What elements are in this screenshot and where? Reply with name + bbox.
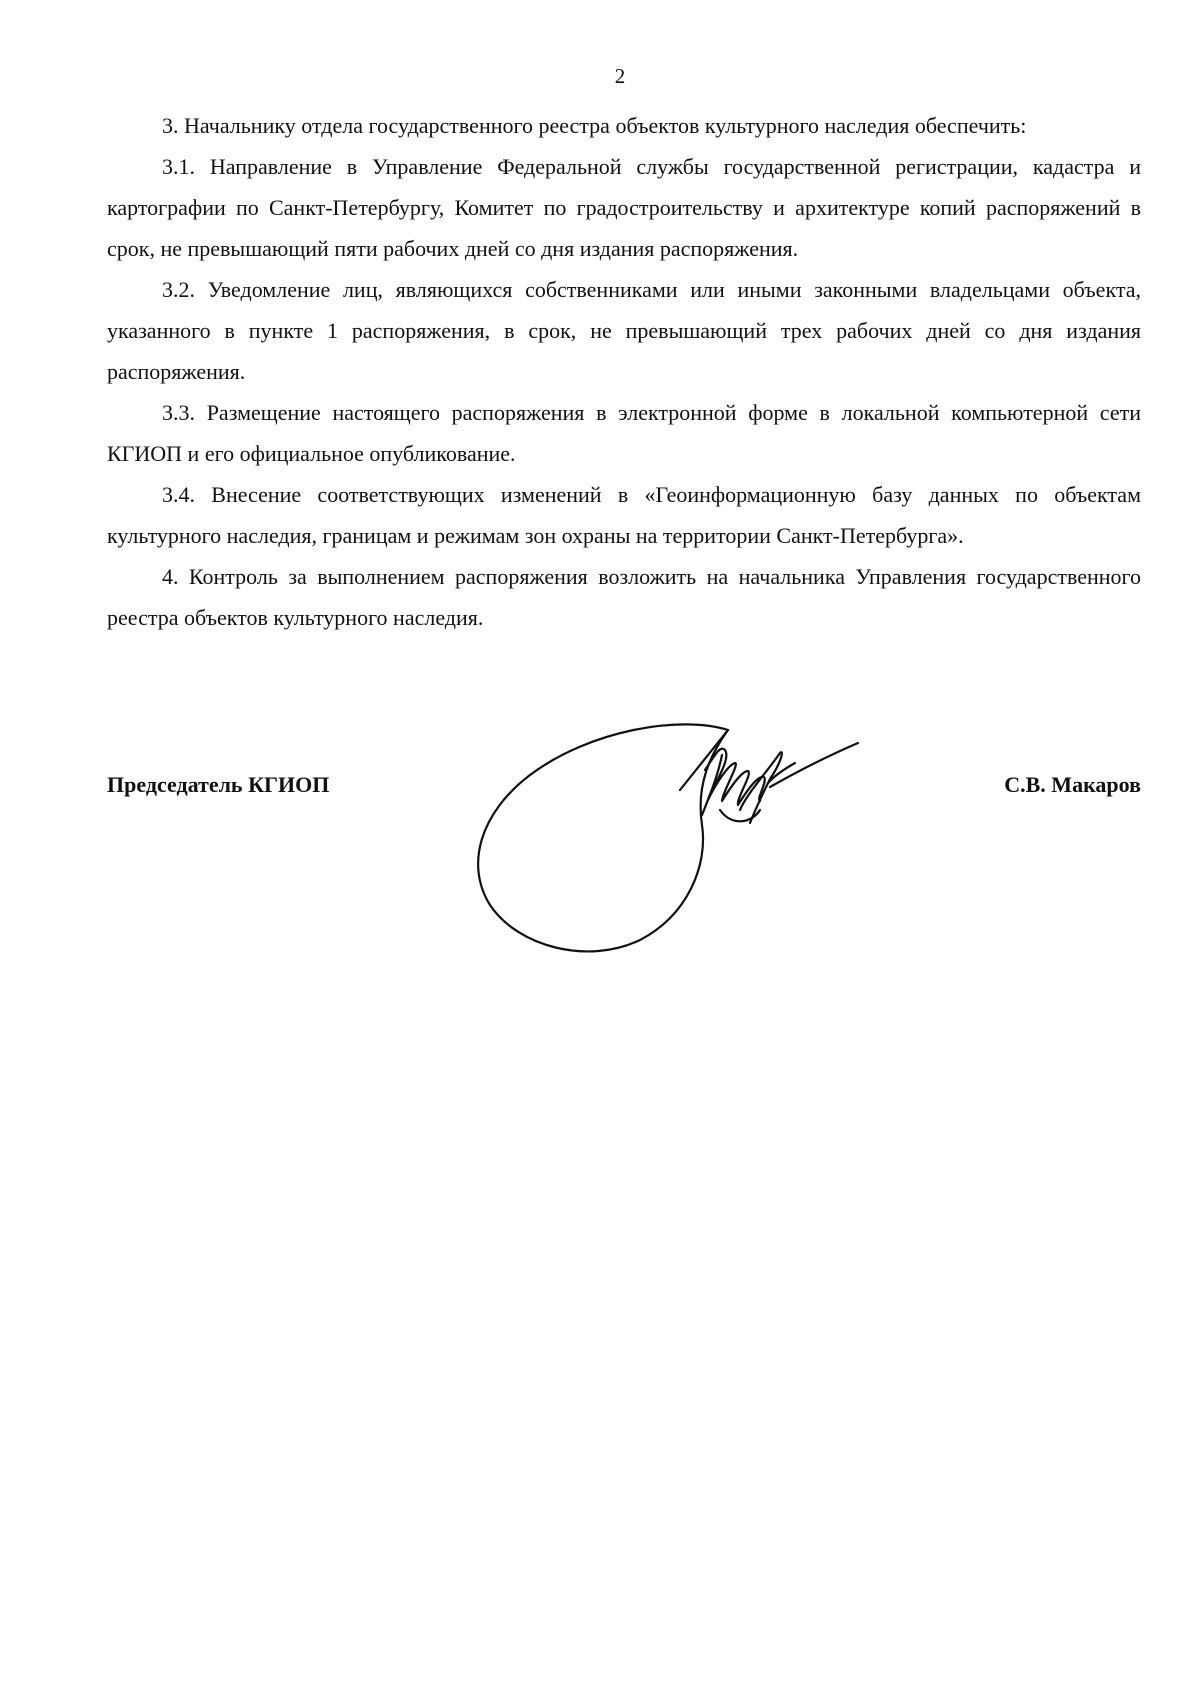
signature-icon: [470, 715, 880, 960]
document-body: [107, 105, 1141, 638]
paragraph-3-3: 3.3. Размещение настоящего распоряжения в электронной форме в локальной компьютерной сети КГИОП и его официальное опубликование.: [107, 400, 1141, 466]
paragraph-4: 4. Контроль за выполнением распоряжения возложить на начальника Управления государственного реестра объектов культурного наследия.: [107, 564, 1141, 630]
paragraph-3-1: 3.1. Направление в Управление Федеральной службы государственной регистрации, кадастра и картографии по Санкт-Петербургу, Комитет по градостроительству и архитектуре копий распоряжений в срок, не превышающий пяти рабочих дней со дня издания распоряжения.: [107, 154, 1141, 261]
signatory-name: С.В. Макаров: [1004, 772, 1141, 797]
paragraph-3-2: 3.2. Уведомление лиц, являющихся собственниками или иными законными владельцами объекта, указанного в пункте 1 распоряжения, в срок, не превышающий трех рабочих дней со дня издания распоряжения.: [107, 277, 1141, 384]
signatory-title: Председатель КГИОП: [107, 772, 330, 797]
paragraph-3-4: 3.4. Внесение соответствующих изменений в «Геоинформационную базу данных по объектам культурного наследия, границам и режимам зон охраны на территории Санкт-Петербурга».: [107, 482, 1141, 548]
paragraph-3: 3. Начальнику отдела государственного реестра объектов культурного наследия обеспечить:: [162, 113, 1027, 138]
page-number: 2: [614, 64, 626, 88]
